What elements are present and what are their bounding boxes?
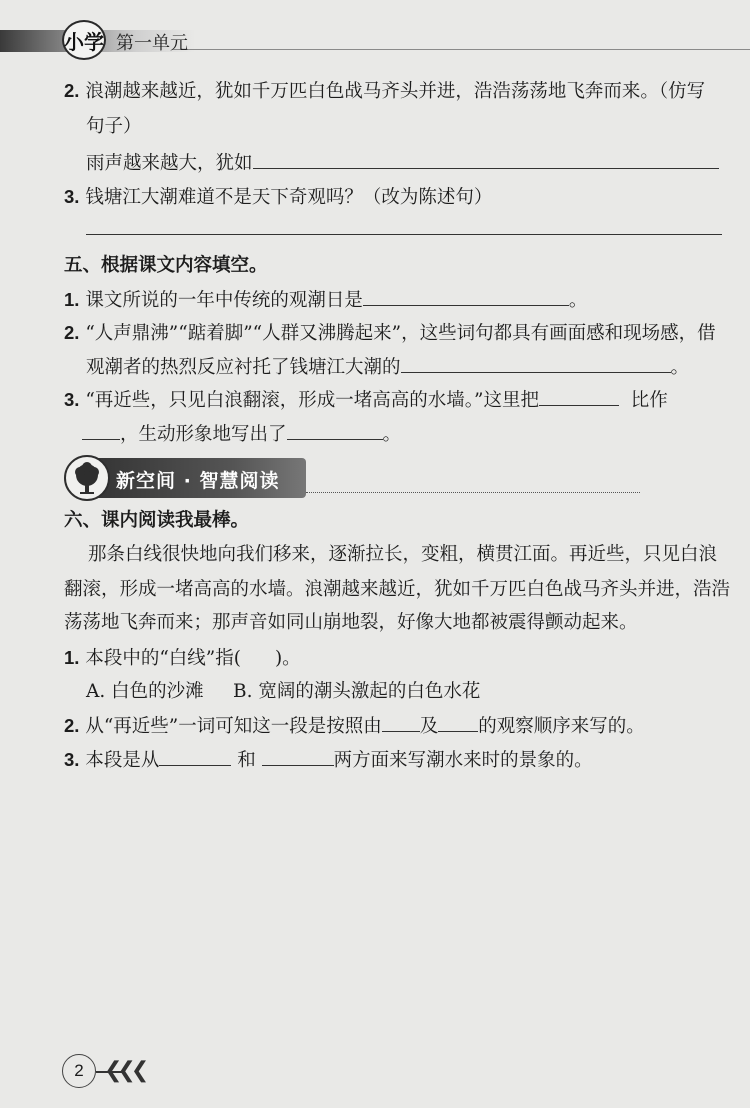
s6-q3-blank2[interactable] — [262, 747, 334, 766]
s6-q2-blank1[interactable] — [382, 713, 420, 732]
brain-tree-icon — [64, 455, 110, 501]
s4-q3: 3. 钱塘江大潮难道不是天下奇观吗？（改为陈述句） — [64, 186, 493, 208]
banner-title: 新空间 · 智慧阅读 — [116, 470, 280, 492]
s4-q2-blank[interactable] — [253, 150, 719, 169]
chevrons-left-icon: ❮❮❮ — [104, 1058, 145, 1083]
s4-q2-line2: 句子） — [86, 116, 142, 137]
s5-q1: 1. 课文所说的一年中传统的观潮日是 。 — [64, 289, 588, 311]
s5-q2: 2. “人声鼎沸”“踮着脚”“人群又沸腾起来”，这些词句都具有画面感和现场感，借 — [64, 322, 716, 344]
s6-q1-option-b[interactable]: B. 宽阔的潮头激起的白色水花 — [233, 681, 481, 702]
s5-q1-blank[interactable] — [363, 287, 569, 306]
banner-dotted-rule — [306, 492, 640, 493]
s4-q2: 2. 浪潮越来越近，犹如千万匹白色战马齐头并进，浩浩荡荡地飞奔而来。（仿写 — [64, 80, 706, 102]
s6-para-line1: 那条白线很快地向我们移来，逐渐拉长，变粗，横贯江面。再近些，只见白浪 — [88, 544, 718, 565]
s5-q2-blank[interactable] — [401, 354, 671, 373]
s5-q3-blank2[interactable] — [82, 421, 120, 440]
grade-badge-label: 小学 — [64, 30, 104, 54]
unit-title: 第一单元 — [116, 33, 188, 54]
page-number: 2 — [62, 1054, 96, 1088]
s5-q2-line2: 观潮者的热烈反应衬托了钱塘江大潮的 。 — [86, 354, 689, 381]
s6-q3: 3. 本段是从 和 两方面来写潮水来时的景象的。 — [64, 749, 593, 771]
s6-para-line3: 荡荡地飞奔而来；那声音如同山崩地裂，好像大地都被震得颤动起来。 — [64, 612, 638, 633]
s6-para-line2: 翻滚，形成一堵高高的水墙。浪潮越来越近，犹如千万匹白色战马齐头并进，浩浩 — [64, 579, 731, 600]
s4-q3-answer-line[interactable] — [86, 234, 722, 235]
s5-heading: 五、根据课文内容填空。 — [64, 255, 268, 276]
s6-q2-blank2[interactable] — [438, 713, 478, 732]
s5-q3: 3. “再近些，只见白浪翻滚，形成一堵高高的水墙。”这里把 比作 — [64, 389, 668, 411]
s5-q3-line2: ，生动形象地写出了 。 — [82, 421, 401, 448]
s6-q1-options — [86, 679, 480, 705]
s6-q1: 1. 本段中的“白线”指( )。 — [64, 647, 301, 669]
s5-q3-blank3[interactable] — [287, 421, 383, 440]
s6-q1-option-a[interactable]: A. 白色的沙滩 — [86, 681, 204, 702]
s4-q2-answer: 雨声越来越大，犹如 — [86, 150, 719, 177]
s6-heading: 六、课内阅读我最棒。 — [64, 510, 250, 531]
s5-q3-blank1[interactable] — [539, 387, 619, 406]
s6-q2: 2. 从“再近些”一词可知这一段是按照由 及 的观察顺序来写的。 — [64, 715, 645, 737]
header-rule — [172, 49, 750, 50]
s6-q3-blank1[interactable] — [159, 747, 231, 766]
